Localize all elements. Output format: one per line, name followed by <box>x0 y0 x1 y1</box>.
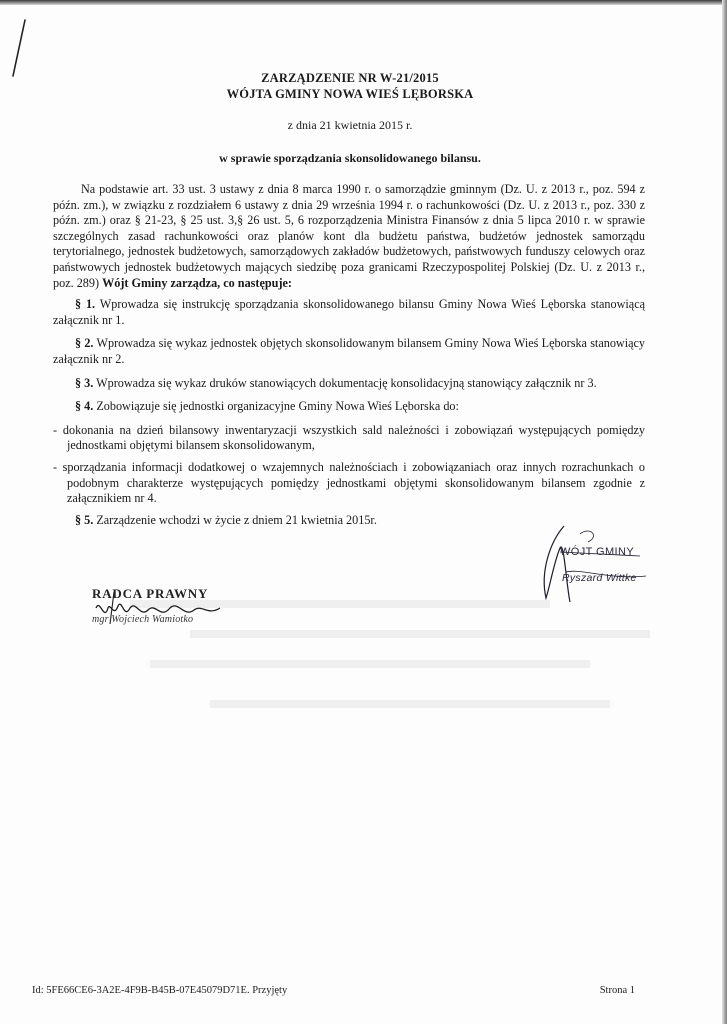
paragraph-number: § 1. <box>75 297 96 312</box>
paragraph-2 <box>53 336 645 367</box>
paragraph-number: § 2. <box>75 336 94 351</box>
page-number: Strona 1 <box>599 985 635 996</box>
paragraph-text: Wprowadza się instrukcję sporządzania skonsolidowanego bilansu Gminy Nowa Wieś Lęborska stanowiącą załącznik nr 1. <box>53 297 646 327</box>
intro-paragraph <box>53 182 645 291</box>
signature-scribble-icon <box>520 522 650 604</box>
document-date: z dnia 21 kwietnia 2015 r. <box>287 118 413 132</box>
signature-title: WÓJT GMINY <box>560 546 635 558</box>
signature-name: Ryszard Wittke <box>562 572 637 584</box>
document-title: ZARZĄDZENIE NR W-21/2015 <box>261 71 439 85</box>
paragraph-3 <box>53 376 645 392</box>
paragraph-text: Wprowadza się wykaz jednostek objętych skonsolidowanym bilansem Gminy Nowa Wieś Lęborska stanowiący załącznik nr 2. <box>53 336 646 366</box>
list-item: - dokonania na dzień bilansowy inwentaryzacji wszystkich sald należności i zobowiązań występujących pomiędzy jednostkami objętymi bilansem skonsolidowanym, <box>53 422 645 453</box>
document-subject: w sprawie sporządzania skonsolidowanego bilansu. <box>219 151 481 165</box>
paragraph-number: § 3. <box>75 375 94 390</box>
document-body <box>53 182 645 536</box>
paragraph-4 <box>53 399 645 415</box>
paragraph-text: Zarządzenie wchodzi w życie z dniem 21 kwietnia 2015r. <box>96 512 377 527</box>
stamp-name: mgr Wojciech Wamiotko <box>92 614 194 625</box>
paragraph-number: § 4. <box>75 399 94 414</box>
paragraph-text: Wprowadza się wykaz druków stanowiących dokumentację konsolidacyjną stanowiący załącznik nr 3. <box>96 375 597 390</box>
paragraph-number: § 5. <box>75 512 94 527</box>
paragraph-text: Zobowiązuje się jednostki organizacyjne Gminy Nowa Wieś Lęborska do: <box>96 399 459 414</box>
stamp-title: RADCA PRAWNY <box>92 586 209 601</box>
paragraph-1 <box>53 297 645 328</box>
intro-text: Na podstawie art. 33 ust. 3 ustawy z dnia 8 marca 1990 r. o samorządzie gminnym (Dz. U. z 2013 r., poz. 594 z późn. zm.), w związku z rozdziałem 6 ustawy z dnia 29 września 1994 r. o rachunkowości (Dz. U. z 2013 r., poz. 330 z późn. zm.) oraz § 21-23, § 25 ust. 3,§ 26 ust. 5, 6 rozporządzenia Ministra Finansów z dnia 5 lipca 2010 r. w sprawie szczególnych zasad rachunkowości oraz planów kont dla budżetu państwa, budżetów jednostek samorządu terytorialnego, jednostek budżetowych, samorządowych zakładów budżetowych, państwowych funduszy celowych oraz państwowych jednostek budżetowych mających siedzibę poza granicami Rzeczypospolitej Polskiej (Dz. U. z 2013 r., poz. 289) <box>53 182 645 290</box>
document-id: Id: 5FE66CE6-3A2E-4F9B-B45B-07E45079D71E. Przyjęty <box>32 985 288 996</box>
pen-mark-icon <box>8 18 28 78</box>
scan-edge-right <box>722 0 727 1024</box>
intro-bold: Wójt Gminy zarządza, co następuje: <box>102 275 292 290</box>
document-issuer: WÓJTA GMINY NOWA WIEŚ LĘBORSKA <box>226 87 474 101</box>
scan-edge-top <box>0 0 727 5</box>
list-item: - sporządzania informacji dodatkowej o wzajemnych należnościach i zobowiązaniach oraz innych rozrachunkach o podobnym charakterze występujących pomiędzy jednostkami objętymi skonsolidowanym bilansem zgodnie z załącznikiem nr 4. <box>53 459 645 506</box>
bleed-through-shadow-icon <box>130 600 650 740</box>
